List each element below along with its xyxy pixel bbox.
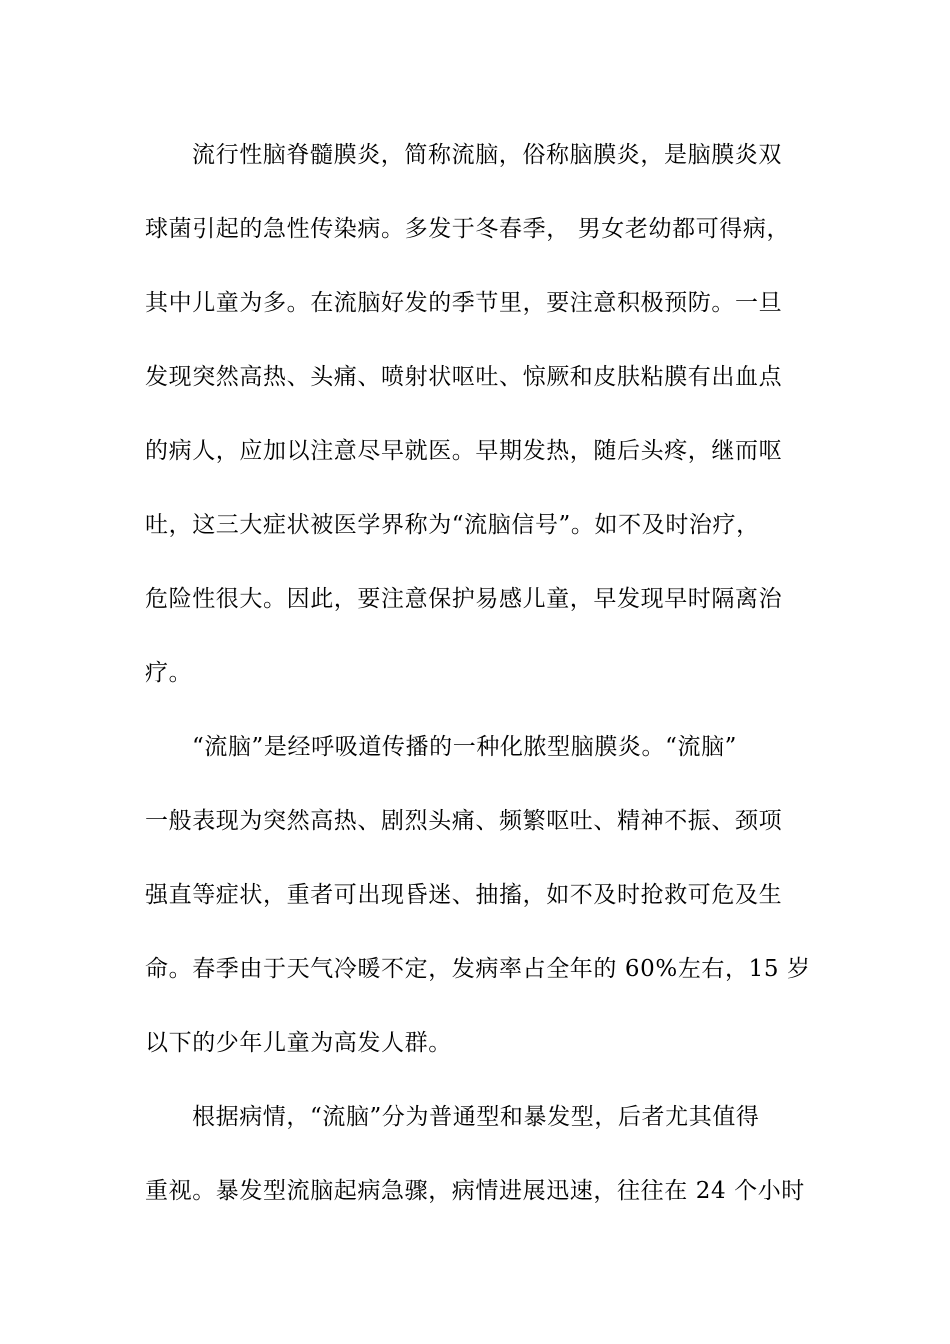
paragraph-line: 发现突然高热、头痛、喷射状呕吐、惊厥和皮肤粘膜有出血点 [145, 364, 783, 390]
paragraph-3 [145, 1080, 807, 1228]
paragraph-line: 以下的少年儿童为高发人群。 [145, 1030, 452, 1056]
paragraph-line: 球菌引起的急性传染病。多发于冬春季， 男女老幼都可得病， [145, 216, 791, 242]
paragraph-1 [145, 118, 807, 710]
paragraph-line: 强直等症状，重者可出现昏迷、抽搐，如不及时抢救可危及生 [145, 882, 783, 908]
document-body [145, 118, 811, 1228]
paragraph-line: 的病人，应加以注意尽早就医。早期发热，随后头疼，继而呕 [145, 438, 783, 464]
paragraph-line: “流脑”是经呼吸道传播的一种化脓型脑膜炎。“流脑” [192, 734, 738, 760]
paragraph-line: 命。春季由于天气冷暖不定，发病率占全年的 60%左右，15 岁 [145, 956, 811, 982]
paragraph-line: 流行性脑脊髓膜炎，简称流脑，俗称脑膜炎，是脑膜炎双 [192, 142, 782, 168]
paragraph-line: 其中儿童为多。在流脑好发的季节里，要注意积极预防。一旦 [145, 290, 783, 316]
paragraph-line: 根据病情，“流脑”分为普通型和暴发型，后者尤其值得 [192, 1104, 760, 1130]
paragraph-2 [145, 710, 811, 1080]
paragraph-line: 疗。 [145, 660, 193, 686]
paragraph-line: 一般表现为突然高热、剧烈头痛、频繁呕吐、精神不振、颈项 [145, 808, 783, 834]
paragraph-line: 重视。暴发型流脑起病急骤，病情进展迅速，往往在 24 个小时 [145, 1178, 805, 1204]
paragraph-line: 吐，这三大症状被医学界称为“流脑信号”。如不及时治疗， [145, 512, 760, 538]
paragraph-line: 危险性很大。因此，要注意保护易感儿童，早发现早时隔离治 [145, 586, 783, 612]
